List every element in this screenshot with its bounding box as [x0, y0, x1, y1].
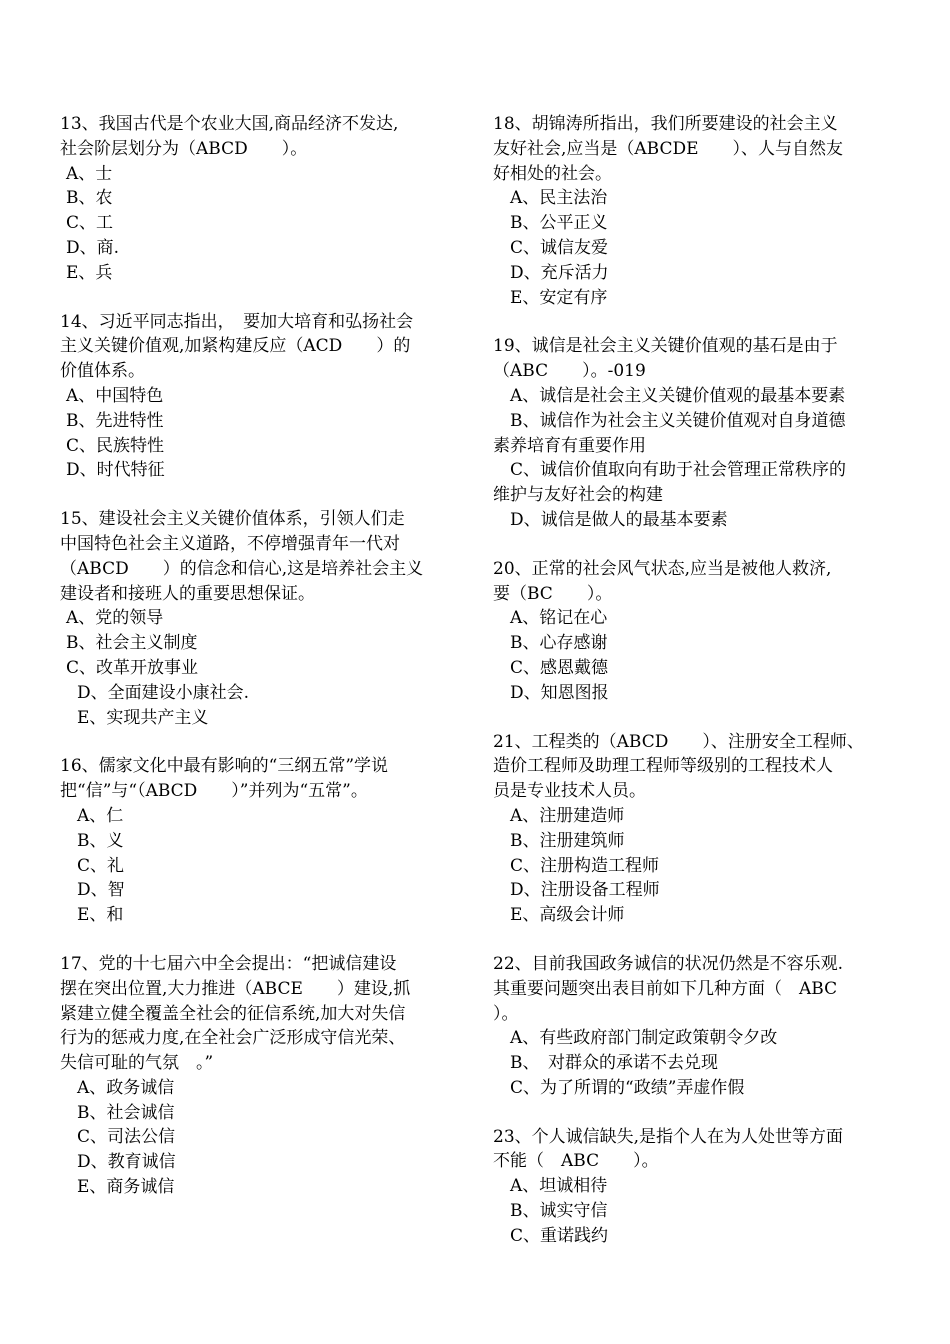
answer-option: C、为了所谓的“政绩”弄虚作假	[510, 1077, 745, 1098]
answer-option: D、诚信是做人的最基本要素	[510, 509, 728, 530]
question-stem-line: 中国特色社会主义道路，不停增强青年一代对	[60, 533, 400, 554]
left-column	[60, 112, 460, 1224]
answer-option: A、中国特色	[66, 385, 164, 406]
answer-option: B、公平正义	[510, 213, 608, 234]
answer-option: C、改革开放事业	[66, 657, 199, 678]
answer-option: E、安定有序	[510, 287, 608, 308]
answer-option: C、感恩戴德	[510, 657, 609, 678]
answer-option: B、心存感谢	[510, 633, 608, 654]
answer-option: A、注册建造师	[510, 805, 625, 826]
question-block	[493, 112, 898, 310]
question-stem-line: 友好社会,应当是（ABCDE ）、人与自然友	[493, 138, 844, 159]
question-stem-line: 价值体系。	[60, 361, 145, 382]
answer-option: C、重诺践约	[510, 1225, 609, 1246]
answer-option: D、全面建设小康社会.	[77, 682, 250, 703]
answer-option: A、铭记在心	[510, 608, 608, 629]
answer-option: D、时代特征	[66, 460, 165, 481]
question-stem-line: 13、我国古代是个农业大国,商品经济不发达,	[60, 114, 399, 134]
answer-option: B、义	[77, 830, 124, 851]
question-stem-line: 社会阶层划分为（ABCD ）。	[60, 138, 308, 159]
answer-option: A、仁	[77, 805, 124, 826]
answer-option: A、士	[66, 163, 113, 184]
question-stem-line: 失信可耻的气氛 。”	[60, 1053, 214, 1074]
question-stem-line: 其重要问题突出表目前如下几种方面（ ABC	[493, 978, 838, 999]
answer-option: C、诚信友爱	[510, 237, 609, 258]
right-column	[493, 112, 898, 1273]
answer-option: E、和	[77, 905, 124, 926]
answer-option: B、注册建筑师	[510, 830, 625, 851]
question-stem-line: ）。	[493, 1003, 519, 1024]
question-stem-line: 17、党的十七届六中全会提出：“把诚信建设	[60, 953, 397, 974]
answer-option: A、政务诚信	[77, 1077, 175, 1098]
question-block	[493, 730, 898, 928]
answer-option: C、工	[66, 213, 114, 234]
question-stem-line: 21、工程类的（ABCD ）、注册安全工程师、	[493, 731, 864, 752]
question-block	[60, 112, 460, 286]
answer-option: D、注册设备工程师	[510, 880, 660, 901]
question-stem-line: 16、儒家文化中最有影响的“三纲五常”学说	[60, 756, 389, 777]
answer-option: C、民族特性	[66, 435, 165, 456]
answer-option: D、智	[77, 880, 125, 901]
question-stem-line: 要（BC ）。	[493, 583, 613, 604]
answer-option: E、商务诚信	[77, 1177, 175, 1198]
answer-option: B、诚实守信	[510, 1201, 608, 1222]
question-block	[493, 1125, 898, 1249]
question-stem-line: （ABCD ）的信念和信心,这是培养社会主义	[60, 558, 424, 579]
question-stem-line: 15、建设社会主义关键价值体系，引领人们走	[60, 509, 405, 530]
answer-option: E、高级会计师	[510, 905, 625, 926]
question-stem-line: 造价工程师及助理工程师等级别的工程技术人	[493, 756, 833, 777]
answer-option: B、社会主义制度	[66, 633, 198, 654]
question-stem-line: （ABC ）。-019	[493, 361, 646, 382]
question-stem-line: 行为的惩戒力度,在全社会广泛形成守信光荣、	[60, 1028, 406, 1049]
question-stem-line: 18、胡锦涛所指出，我们所要建设的社会主义	[493, 114, 838, 134]
question-block	[60, 952, 460, 1200]
answer-option: C、注册构造工程师	[510, 855, 660, 876]
answer-option: B、社会诚信	[77, 1102, 175, 1123]
answer-option: B、农	[66, 188, 113, 209]
answer-option: E、实现共产主义	[77, 707, 209, 728]
question-stem-line: 不能（ ABC ）。	[493, 1151, 659, 1172]
question-block	[493, 334, 898, 532]
answer-option: C、诚信价值取向有助于社会管理正常秩序的	[510, 460, 847, 481]
answer-option: A、诚信是社会主义关键价值观的最基本要素	[510, 385, 846, 406]
question-block	[60, 754, 460, 928]
answer-option: A、党的领导	[66, 608, 164, 629]
answer-option: D、商.	[66, 237, 120, 258]
question-stem-line: 22、目前我国政务诚信的状况仍然是不容乐观.	[493, 953, 844, 974]
question-stem-line: 员是专业技术人员。	[493, 781, 646, 802]
question-stem-line: 20、正常的社会风气状态,应当是被他人救济,	[493, 558, 832, 579]
answer-option: A、民主法治	[510, 188, 608, 209]
answer-option: C、礼	[77, 855, 125, 876]
question-stem-line: 主义关键价值观,加紧构建反应（ACD ）的	[60, 336, 411, 357]
question-stem-line: 建设者和接班人的重要思想保证。	[60, 583, 315, 604]
answer-option: D、充斥活力	[510, 262, 609, 283]
answer-option: D、知恩图报	[510, 682, 609, 703]
question-stem-line: 摆在突出位置,大力推进（ABCE ）建设,抓	[60, 978, 411, 999]
question-stem-line: 14、习近平同志指出， 要加大培育和弘扬社会	[60, 311, 414, 332]
answer-option: B、先进特性	[66, 410, 164, 431]
answer-option: D、教育诚信	[77, 1152, 176, 1173]
question-stem-line: 19、诚信是社会主义关键价值观的基石是由于	[493, 336, 838, 357]
answer-option: E、兵	[66, 262, 113, 283]
answer-option-continued: 维护与友好社会的构建	[493, 485, 663, 506]
answer-option-continued: 素养培育有重要作用	[493, 435, 646, 456]
answer-option: C、司法公信	[77, 1127, 176, 1148]
question-stem-line: 紧建立健全覆盖全社会的征信系统,加大对失信	[60, 1003, 406, 1024]
answer-option: B、诚信作为社会主义关键价值观对自身道德	[510, 410, 846, 431]
answer-option: A、有些政府部门制定政策朝令夕改	[510, 1028, 778, 1049]
question-stem-line: 好相处的社会。	[493, 163, 612, 184]
question-block	[60, 310, 460, 484]
question-stem-line: 把“信”与“（ABCD ）”并列为“五常”。	[60, 781, 368, 802]
answer-option: B、 对群众的承诺不去兑现	[510, 1053, 718, 1074]
question-stem-line: 23、个人诚信缺失,是指个人在为人处世等方面	[493, 1126, 844, 1147]
question-block	[493, 557, 898, 706]
answer-option: A、坦诚相待	[510, 1176, 608, 1197]
question-block	[493, 952, 898, 1101]
question-block	[60, 507, 460, 730]
